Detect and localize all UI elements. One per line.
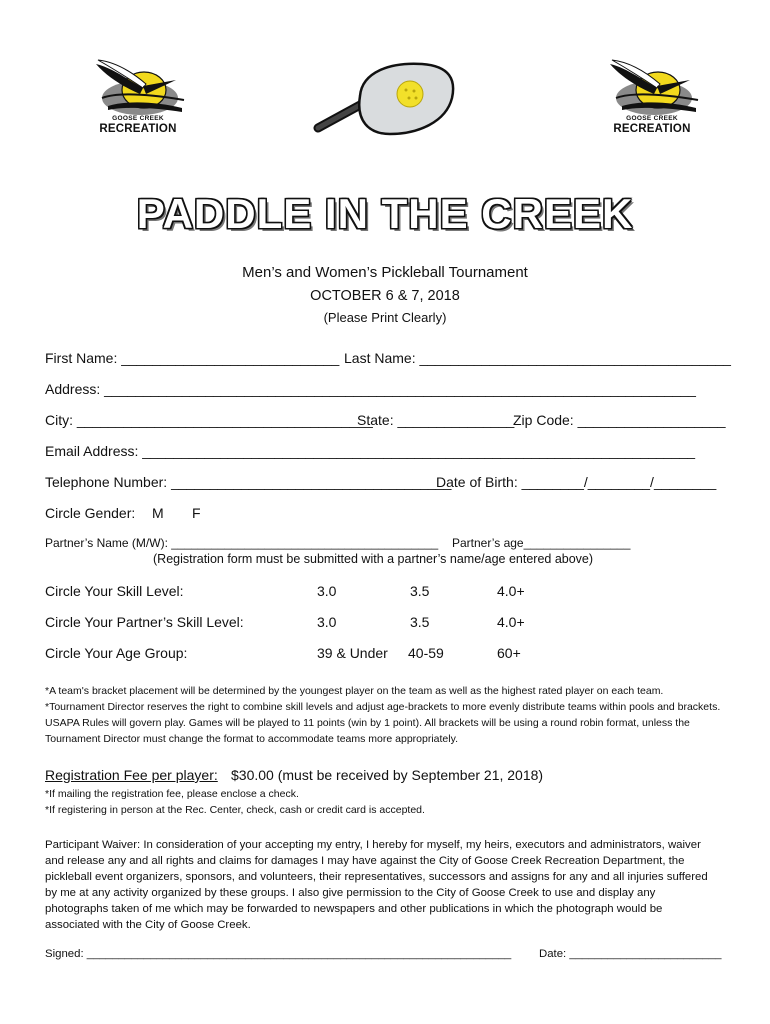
waiver-line: photographs taken of me which may be forwarded to newspapers and other publications in which the photograph would be: [45, 903, 663, 915]
first-name-field[interactable]: First Name: ____________________________: [45, 350, 340, 366]
gender-option-m[interactable]: M: [152, 505, 164, 521]
rule-line: *A team's bracket placement will be determined by the youngest player on the team as well as the highest rated player on each team.: [45, 685, 664, 697]
logo-line-1: GOOSE CREEK: [112, 115, 164, 122]
skill-option[interactable]: 3.0: [317, 583, 337, 599]
skill-option[interactable]: 3.5: [410, 583, 430, 599]
age-group-option[interactable]: 60+: [497, 645, 521, 661]
waiver-line: by me at any activity organized by these groups. I also give permission to the City of Goose Creek to use and display any: [45, 887, 656, 899]
fee-label-text: Registration Fee per player:: [45, 767, 218, 783]
partner-skill-option[interactable]: 4.0+: [497, 614, 525, 630]
email-field[interactable]: Email Address: _______________________________________________________________________: [45, 443, 696, 459]
waiver-line: and release any and all rights and claims for damages I may have against the City of Goose Creek Recreation Department, the: [45, 855, 685, 867]
logo-line-2: RECREATION: [99, 123, 177, 135]
signature-date-field[interactable]: Date: ________________________: [539, 948, 722, 960]
partner-skill-option[interactable]: 3.5: [410, 614, 430, 630]
signature-field[interactable]: Signed: ___________________________________________________________________: [45, 948, 512, 960]
fee-amount: $30.00 (must be received by September 21, 2018): [231, 767, 544, 783]
goose-icon: [88, 58, 188, 116]
rule-line: USAPA Rules will govern play. Games will be played to 11 points (win by 1 point). All brackets will be using a round robin format, unless the: [45, 717, 690, 729]
city-field[interactable]: City: ______________________________________: [45, 412, 373, 428]
print-note: (Please Print Clearly): [323, 310, 447, 325]
skill-option[interactable]: 4.0+: [497, 583, 525, 599]
address-field[interactable]: Address: ____________________________________________________________________________: [45, 381, 696, 397]
fee-label: [45, 767, 218, 783]
logo-line-1: GOOSE CREEK: [626, 115, 678, 122]
waiver-line: Participant Waiver: In consideration of your accepting my entry, I hereby for myself, my heirs, executors and administrators, waiver: [45, 839, 701, 851]
state-field[interactable]: State: _______________: [357, 412, 515, 428]
date-of-birth-field[interactable]: Date of Birth: ________/________/________: [436, 474, 717, 490]
partner-note: (Registration form must be submitted with a partner’s name/age entered above): [153, 552, 594, 566]
rule-line: Tournament Director must change the format to accommodate teams more appropriately.: [45, 733, 458, 745]
partner-name-field[interactable]: Partner’s Name (M/W): ________________________________________: [45, 536, 439, 550]
fee-note: *If mailing the registration fee, please enclose a check.: [45, 788, 299, 800]
age-group-option[interactable]: 40-59: [408, 645, 444, 661]
telephone-field[interactable]: Telephone Number: ____________________________________: [45, 474, 452, 490]
skill-level-label: Circle Your Skill Level:: [45, 583, 184, 599]
rules-block: [45, 683, 735, 747]
goose-creek-logo-right: [602, 58, 702, 142]
page-title: PADDLE IN THE CREEK: [136, 190, 634, 237]
subtitle: Men’s and Women’s Pickleball Tournament: [242, 264, 528, 281]
tournament-dates: OCTOBER 6 & 7, 2018: [310, 288, 460, 304]
age-group-option[interactable]: 39 & Under: [317, 645, 388, 661]
zip-field[interactable]: Zip Code: ___________________: [513, 412, 726, 428]
fee-note: *If registering in person at the Rec. Center, check, cash or credit card is accepted.: [45, 804, 425, 816]
gender-option-f[interactable]: F: [192, 505, 201, 521]
age-group-label: Circle Your Age Group:: [45, 645, 188, 661]
last-name-field[interactable]: Last Name: ________________________________________: [344, 350, 731, 366]
participant-waiver: [45, 837, 735, 933]
waiver-line: pickleball event organizers, sponsors, and volunteers, their representatives, successors and assigns for any and all injuries suffered: [45, 871, 708, 883]
partner-skill-option[interactable]: 3.0: [317, 614, 337, 630]
partner-age-field[interactable]: Partner’s age________________: [452, 536, 631, 550]
goose-creek-logo-left: [88, 58, 188, 142]
waiver-line: associated with the City of Goose Creek.: [45, 919, 251, 931]
gender-label: Circle Gender:: [45, 505, 136, 521]
partner-skill-level-label: Circle Your Partner’s Skill Level:: [45, 614, 244, 630]
logo-line-2: RECREATION: [613, 123, 691, 135]
pickleball-paddle-icon: [310, 60, 460, 140]
fee-notes: [45, 786, 735, 818]
goose-icon: [602, 58, 702, 116]
rule-line: *Tournament Director reserves the right to combine skill levels and adjust age-brackets to more evenly distribute teams within pools and brackets.: [45, 701, 721, 713]
